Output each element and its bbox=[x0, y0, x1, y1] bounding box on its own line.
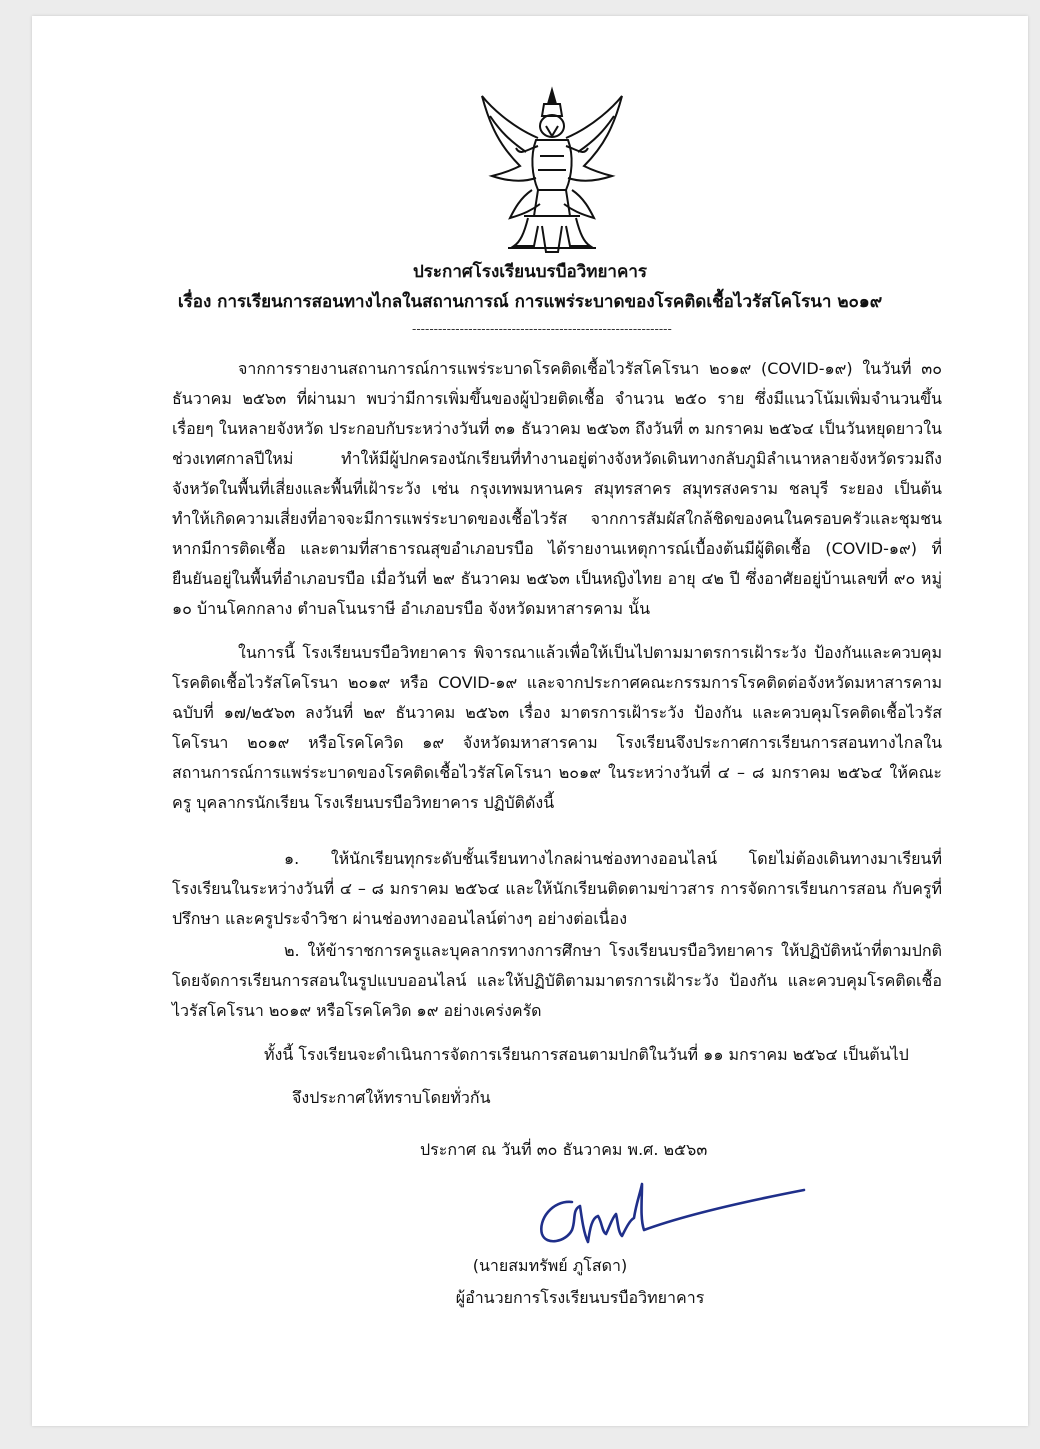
handwritten-signature bbox=[532, 1176, 812, 1256]
signer-name: (นายสมทรัพย์ ภูโสดา) bbox=[472, 1256, 628, 1275]
announcement-page bbox=[32, 16, 1028, 1426]
closing-line: จึงประกาศให้ทราบโดยทั่วกัน bbox=[292, 1088, 491, 1107]
body-paragraph-1: จากการรายงานสถานการณ์การแพร่ระบาดโรคติดเชื้อไวรัสโคโรนา ๒๐๑๙ (COVID-๑๙) ในวันที่ ๓๐ ธันวาคม ๒๕๖๓ ที่ผ่านมา พบว่ามีการเพิ่มขึ้นของผู้ป่วยติดเชื้อ จำนวน ๒๕๐ ราย ซึ่งมีแนวโน้มเพิ่มจำนวนขึ้นเรื่อยๆ ในหลายจังหวัด ประกอบกับระหว่างวันที่ ๓๑ ธันวาคม ๒๕๖๓ ถึงวันที่ ๓ มกราคม ๒๕๖๔ เป็นวันหยุดยาวในช่วงเทศกาลปีใหม่ ทำให้มีผู้ปกครองนักเรียนที่ทำงานอยู่ต่างจังหวัดเดินทางกลับภูมิลำเนาหลายจังหวัดรวมถึงจังหวัดในพื้นที่เสี่ยงและพื้นที่เฝ้าระวัง เช่น กรุงเทพมหานคร สมุทรสาคร สมุทรสงคราม ชลบุรี ระยอง เป็นต้น ทำให้เกิดความเสี่ยงที่อาจจะมีการแพร่ระบาดของเชื้อไวรัส จากการสัมผัสใกล้ชิดของคนในครอบครัวและชุมชนหากมีการติดเชื้อ และตามที่สาธารณสุขอำเภอบรบือ ได้รายงานเหตุการณ์เบื้องต้นมีผู้ติดเชื้อ (COVID-๑๙) ที่ยืนยันอยู่ในพื้นที่อำเภอบรบือ เมื่อวันที่ ๒๙ ธันวาคม ๒๕๖๓ เป็นหญิงไทย อายุ ๔๒ ปี ซึ่งอาศัยอยู่บ้านเลขที่ ๙๐ หมู่ ๑๐ บ้านโคกกลาง ตำบลโนนราษี อำเภอบรบือ จังหวัดมหาสารคาม นั้น bbox=[172, 359, 942, 618]
announcement-subject: เรื่อง การเรียนการสอนทางไกลในสถานการณ์ การแพร่ระบาดของโรคติดเชื้อไวรัสโคโรนา ๒๐๑๙ bbox=[177, 292, 883, 312]
body-paragraph-2: ในการนี้ โรงเรียนบรบือวิทยาคาร พิจารณาแล้วเพื่อให้เป็นไปตามมาตรการเฝ้าระวัง ป้องกันและควบคุมโรคติดเชื้อไวรัสโคโรนา ๒๐๑๙ หรือ COVID-๑๙ และจากประกาศคณะกรรมการโรคติดต่อจังหวัดมหาสารคาม ฉบับที่ ๑๗/๒๕๖๓ ลงวันที่ ๒๙ ธันวาคม ๒๕๖๓ เรื่อง มาตรการเฝ้าระวัง ป้องกัน และควบคุมโรคติดเชื้อไวรัสโคโรนา ๒๐๑๙ หรือโรคโควิด ๑๙ จังหวัดมหาสารคาม โรงเรียนจึงประกาศการเรียนการสอนทางไกลในสถานการณ์การแพร่ระบาดของโรคติดเชื้อไวรัสโคโรนา ๒๐๑๙ ในระหว่างวันที่ ๔ – ๘ มกราคม ๒๕๖๔ ให้คณะครู บุคลากรนักเรียน โรงเรียนบรบือวิทยาคาร ปฏิบัติดังนี้ bbox=[172, 643, 942, 812]
title-divider: ------------------------------------------------------------ bbox=[412, 322, 672, 336]
signer-title: ผู้อำนวยการโรงเรียนบรบือวิทยาคาร bbox=[455, 1288, 705, 1307]
announcement-date: ประกาศ ณ วันที่ ๓๐ ธันวาคม พ.ศ. ๒๕๖๓ bbox=[420, 1140, 708, 1159]
announcement-title: ประกาศโรงเรียนบรบือวิทยาคาร bbox=[413, 262, 647, 282]
directive-item-1: ๑. ให้นักเรียนทุกระดับชั้นเรียนทางไกลผ่านช่องทางออนไลน์ โดยไม่ต้องเดินทางมาเรียนที่โรงเรียนในระหว่างวันที่ ๔ – ๘ มกราคม ๒๕๖๔ และให้นักเรียนติดตามข่าวสาร การจัดการเรียนการสอน กับครูที่ปรึกษา และครูประจำวิชา ผ่านช่องทางออนไลน์ต่างๆ อย่างต่อเนื่อง bbox=[172, 849, 942, 928]
garuda-emblem-icon bbox=[480, 86, 624, 256]
directive-item-2: ๒. ให้ข้าราชการครูและบุคลากรทางการศึกษา โรงเรียนบรบือวิทยาคาร ให้ปฏิบัติหน้าที่ตามปกติโดยจัดการเรียนการสอนในรูปแบบออนไลน์ และให้ปฏิบัติตามมาตรการเฝ้าระวัง ป้องกัน และควบคุมโรคติดเชื้อไวรัสโคโรนา ๒๐๑๙ หรือโรคโควิด ๑๙ อย่างเคร่งครัด bbox=[172, 941, 942, 1020]
body-paragraph-end: ทั้งนี้ โรงเรียนจะดำเนินการจัดการเรียนการสอนตามปกติในวันที่ ๑๑ มกราคม ๒๕๖๔ เป็นต้นไป bbox=[264, 1045, 909, 1064]
